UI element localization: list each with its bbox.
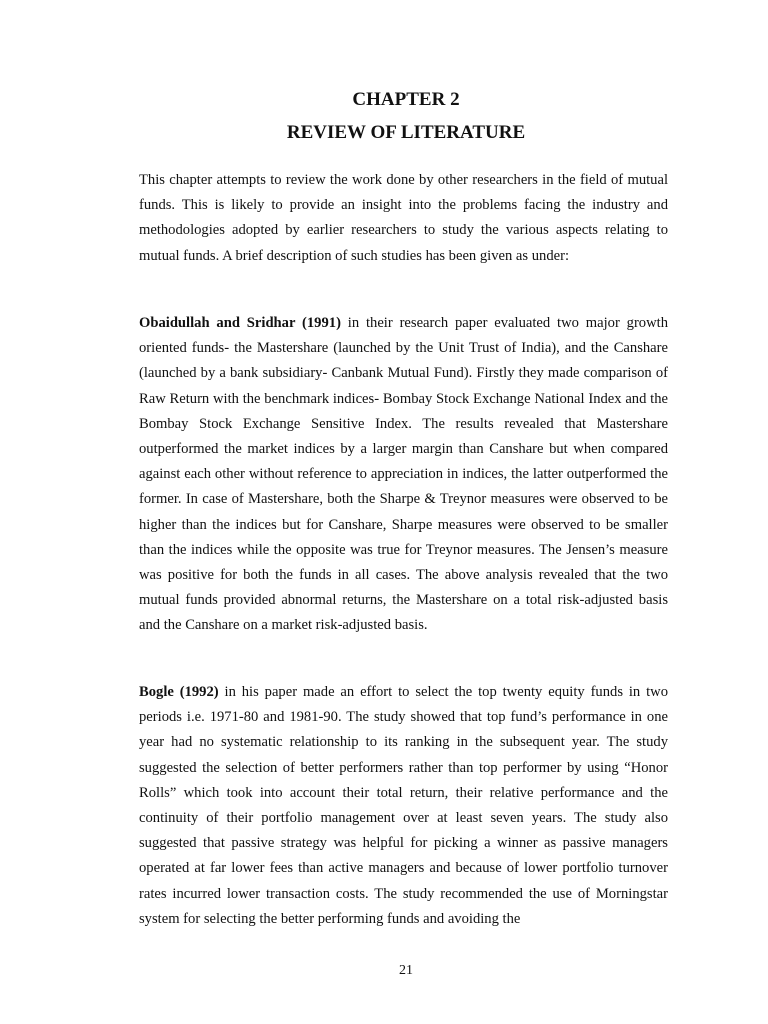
bogle-paragraph <box>139 680 668 932</box>
chapter-title: REVIEW OF LITERATURE <box>286 122 526 143</box>
citation-obaidullah-sridhar: Obaidullah and Sridhar (1991) <box>139 315 341 331</box>
obaidullah-sridhar-text: in their research paper evaluated two major growth oriented funds- the Mastershare (launched by the Unit Trust of India), and the Canshare (launched by a bank subsidiary- Canbank Mutual Fund). Firstly they made comparison of Raw Return with the benchmark indices- Bombay Stock Exchange National Index and the Bombay Stock Exchange Sensitive Index. The results revealed that Mastershare outperformed the market indices by a larger margin than Canshare but when compared against each other without reference to appreciation in indices, the latter outperformed the former. In case of Mastershare, both the Sharpe & Treynor measures were observed to be higher than the indices but for Canshare, Sharpe measures were observed to be smaller than the indices while the opposite was true for Treynor measures. The Jensen’s measure was positive for both the funds in all cases. The above analysis revealed that the two mutual funds provided abnormal returns, the Mastershare on a total risk-adjusted basis and the Canshare on a market risk-adjusted basis. <box>139 315 668 634</box>
bogle-text: in his paper made an effort to select the top twenty equity funds in two periods i.e. 1971-80 and 1981-90. The study showed that top fund’s performance in one year had no systematic relationship to its ranking in the subsequent year. The study suggested the selection of better performers rather than top performer by using “Honor Rolls” which took into account their total return, their relative performance and the continuity of their portfolio management over at least seven years. The study also suggested that passive strategy was helpful for picking a winner as passive managers operated at far lower fees than active managers and because of lower portfolio turnover rates incurred lower transaction costs. The study recommended the use of Morningstar system for selecting the better performing funds and avoiding the <box>139 684 668 927</box>
intro-paragraph: This chapter attempts to review the work done by other researchers in the field of mutual funds. This is likely to provide an insight into the problems facing the industry and methodologies adopted by earlier researchers to study the various aspects relating to mutual funds. A brief description of such studies has been given as under: <box>139 172 668 264</box>
chapter-number: CHAPTER 2 <box>352 89 460 110</box>
obaidullah-sridhar-paragraph <box>139 311 668 639</box>
page-number: 21 <box>399 963 413 978</box>
citation-bogle: Bogle (1992) <box>139 684 219 700</box>
